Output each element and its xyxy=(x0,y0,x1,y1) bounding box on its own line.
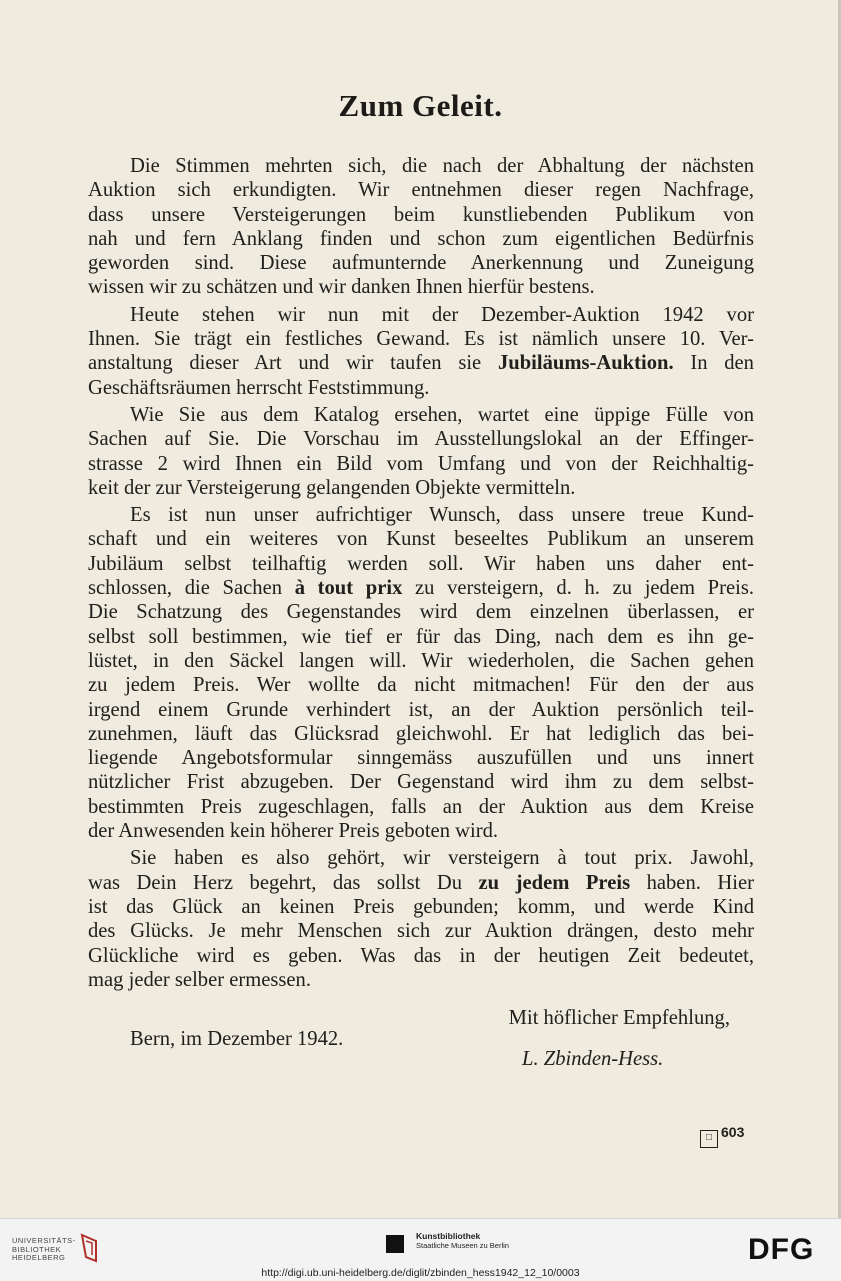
text-segment: zu versteigern, d. h. zu jedem Preis. xyxy=(415,577,754,600)
text-line: strasse 2 wird Ihnen ein Bild vom Umfang und von der Reichhaltig- xyxy=(88,452,754,475)
text-line: des Glücks. Je mehr Menschen sich zur Auktion drängen, desto mehr xyxy=(88,920,754,943)
paragraph-5 xyxy=(88,846,754,992)
text-line-mixed xyxy=(88,871,754,895)
text-line: nützlicher Frist abzugeben. Der Gegenstand wird ihm zu dem selbst- xyxy=(88,771,754,794)
paragraph-4 xyxy=(88,503,754,843)
text-line: nah und fern Anklang finden und schon zum eigentlichen Bedürfnis xyxy=(88,227,754,250)
text-segment: schlossen, die Sachen xyxy=(88,577,283,600)
text-line: zunehmen, läuft das Glücksrad gleichwohl. Er hat lediglich das bei- xyxy=(88,722,754,745)
uni-line: UNIVERSITÄTS- xyxy=(12,1236,76,1245)
text-segment: was Dein Herz begehrt, das sollst Du xyxy=(88,871,463,894)
bold-a-tout-prix: à tout prix xyxy=(294,577,403,600)
text-line: Wie Sie aus dem Katalog ersehen, wartet eine üppige Fülle von xyxy=(130,403,754,426)
text-line: Glückliche wird es geben. Was das in der heutigen Zeit bedeutet, xyxy=(88,944,754,967)
bold-jubilaeum: Jubiläums-Auktion. xyxy=(497,352,674,375)
text-line: zu jedem Preis. Wer wollte da nicht mitmachen! Für den der aus xyxy=(88,674,754,697)
kunstbibliothek-label xyxy=(416,1231,509,1250)
text-line: Auktion sich erkundigten. Wir entnehmen dieser regen Nachfrage, xyxy=(88,179,754,202)
text-line: schaft und ein weiteres von Kunst beseeltes Publikum an unserem xyxy=(88,528,754,551)
text-line: lüstet, in den Säckel langen will. Wir wiederholen, die Sachen gehen xyxy=(88,649,754,672)
signature: L. Zbinden-Hess. xyxy=(522,1048,664,1070)
body-text xyxy=(88,154,754,995)
text-line-mixed xyxy=(88,351,754,375)
text-segment: haben. Hier xyxy=(646,871,754,894)
text-line: irgend einem Grunde verhindert ist, an der Auktion persönlich teil- xyxy=(88,698,754,721)
paragraph-2 xyxy=(88,303,754,400)
text-line: selbst soll bestimmen, wie tief er für das Ding, nach dem es ihn ge- xyxy=(88,625,754,648)
text-line: keit der zur Versteigerung gelangenden Objekte vermitteln. xyxy=(88,476,576,499)
text-line: Es ist nun unser aufrichtiger Wunsch, dass unsere treue Kund- xyxy=(130,504,754,527)
text-line: Die Schatzung des Gegenstandes wird dem einzelnen überlassen, er xyxy=(88,601,754,624)
kunstbibliothek-logo-icon[interactable] xyxy=(386,1235,404,1253)
page-stamp-icon: □ xyxy=(700,1130,718,1148)
text-line: dass unsere Versteigerungen beim kunstliebenden Publikum von xyxy=(88,203,754,226)
footer-bar xyxy=(0,1218,841,1281)
page-number xyxy=(700,1124,744,1148)
source-url[interactable]: http://digi.ub.uni-heidelberg.de/diglit/zbinden_hess1942_12_10/0003 xyxy=(261,1267,580,1279)
dfg-logo[interactable]: DFG xyxy=(748,1233,815,1266)
heidelberg-logo-icon[interactable] xyxy=(78,1231,100,1263)
text-line: der Anwesenden kein höherer Preis geboten wird. xyxy=(88,820,499,843)
uni-line: HEIDELBERG xyxy=(12,1253,66,1262)
bold-zu-jedem-preis: zu jedem Preis xyxy=(478,871,631,894)
text-line-mixed xyxy=(88,576,754,600)
text-segment: anstaltung dieser Art und wir taufen sie xyxy=(88,352,482,375)
uni-line: BIBLIOTHEK xyxy=(12,1244,62,1254)
text-line: Jubiläum selbst teilhaftig werden soll. Wir haben uns daher ent- xyxy=(88,552,754,575)
text-line: wissen wir zu schätzen und wir danken Ihnen hierfür bestens. xyxy=(88,276,595,299)
university-library-logo-text xyxy=(12,1237,76,1263)
text-line: Sachen auf Sie. Die Vorschau im Ausstellungslokal an der Effinger- xyxy=(88,428,754,451)
text-line: liegende Angebotsformular sinngemäss auszufüllen und uns innert xyxy=(88,747,754,770)
text-segment: In den xyxy=(690,352,754,375)
closing-greeting: Mit höflicher Empfehlung, xyxy=(508,1007,730,1029)
kb-subtitle: Staatliche Museen zu Berlin xyxy=(416,1241,509,1250)
place-date: Bern, im Dezember 1942. xyxy=(130,1028,344,1050)
kb-title: Kunstbibliothek xyxy=(416,1231,481,1241)
text-line: geworden sind. Diese aufmunternde Anerkennung und Zuneigung xyxy=(88,252,754,275)
text-line: bestimmten Preis zugeschlagen, falls an der Auktion aus dem Kreise xyxy=(88,795,754,818)
text-line: Ihnen. Sie trägt ein festliches Gewand. Es ist nämlich unsere 10. Ver- xyxy=(88,328,754,351)
text-line: ist das Glück an keinen Preis gebunden; komm, und werde Kind xyxy=(88,895,754,918)
page-number-value: 603 xyxy=(721,1124,745,1140)
text-line: Heute stehen wir nun mit der Dezember-Auktion 1942 vor xyxy=(130,303,754,326)
paragraph-1 xyxy=(88,154,754,300)
text-line: Die Stimmen mehrten sich, die nach der Abhaltung der nächsten xyxy=(130,155,754,177)
text-line: Geschäftsräumen herrscht Feststimmung. xyxy=(88,376,430,399)
text-line: Sie haben es also gehört, wir versteigern à tout prix. Jawohl, xyxy=(130,847,754,870)
paragraph-3 xyxy=(88,403,754,500)
page-title: Zum Geleit. xyxy=(338,88,503,123)
text-line: mag jeder selber ermessen. xyxy=(88,968,312,991)
